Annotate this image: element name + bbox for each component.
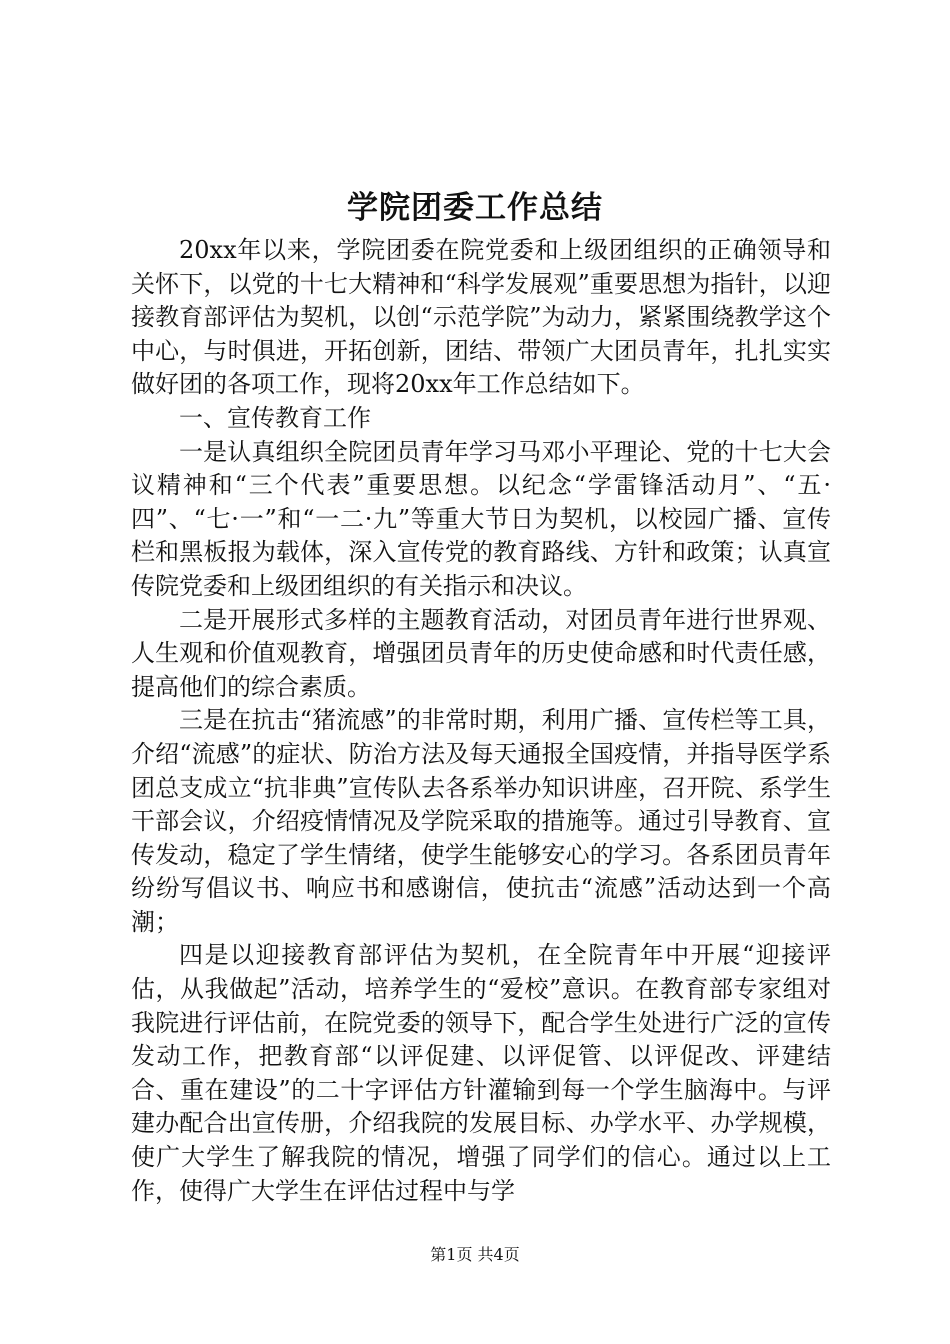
paragraph-item-4: 四是以迎接教育部评估为契机，在全院青年中开展“迎接评估，从我做起”活动，培养学生的“爱校”意识。在教育部专家组对我院进行评估前，在院党委的领导下，配合学生处进行广泛的宣传发动工作，把教育部“以评促建、以评促管、以评促改、评建结合、重在建设”的二十字评估方针灌输到每一个学生脑海中。与评建办配合出宣传册，介绍我院的发展目标、办学水平、办学规模，使广大学生了解我院的情况，增强了同学们的信心。通过以上工作，使得广大学生在评估过程中与学 (131, 941, 831, 1205)
paragraph-item-2: 二是开展形式多样的主题教育活动，对团员青年进行世界观、人生观和价值观教育，增强团员青年的历史使命感和时代责任感，提高他们的综合素质。 (131, 605, 831, 701)
paragraph-item-3: 三是在抗击“猪流感”的非常时期，利用广播、宣传栏等工具，介绍“流感”的症状、防治方法及每天通报全国疫情，并指导医学系团总支成立“抗非典”宣传队去各系举办知识讲座，召开院、系学生干部会议，介绍疫情情况及学院采取的措施等。通过引导教育、宣传发动，稳定了学生情绪，使学生能够安心的学习。各系团员青年纷纷写倡议书、响应书和感谢信，使抗击“流感”活动达到一个高潮； (131, 706, 831, 936)
document-title: 学院团委工作总结 (347, 190, 603, 226)
document-body (131, 234, 831, 1208)
paragraph-intro: 20xx年以来，学院团委在院党委和上级团组织的正确领导和关怀下，以党的十七大精神和“科学发展观”重要思想为指针，以迎接教育部评估为契机，以创“示范学院”为动力，紧紧围绕教学这个中心，与时俱进，开拓创新，团结、带领广大团员青年，扎扎实实做好团的各项工作，现将20xx年工作总结如下。 (131, 236, 831, 399)
paragraph-item-1: 一是认真组织全院团员青年学习马邓小平理论、党的十七大会议精神和“三个代表”重要思想。以纪念“学雷锋活动月”、“五·四”、“七·一”和“一二·九”等重大节日为契机，以校园广播、宣传栏和黑板报为载体，深入宣传党的教育路线、方针和政策；认真宣传院党委和上级团组织的有关指示和决议。 (131, 437, 831, 600)
page-number-footer: 第1页 共4页 (430, 1245, 520, 1264)
section-heading: 一、宣传教育工作 (179, 403, 371, 432)
